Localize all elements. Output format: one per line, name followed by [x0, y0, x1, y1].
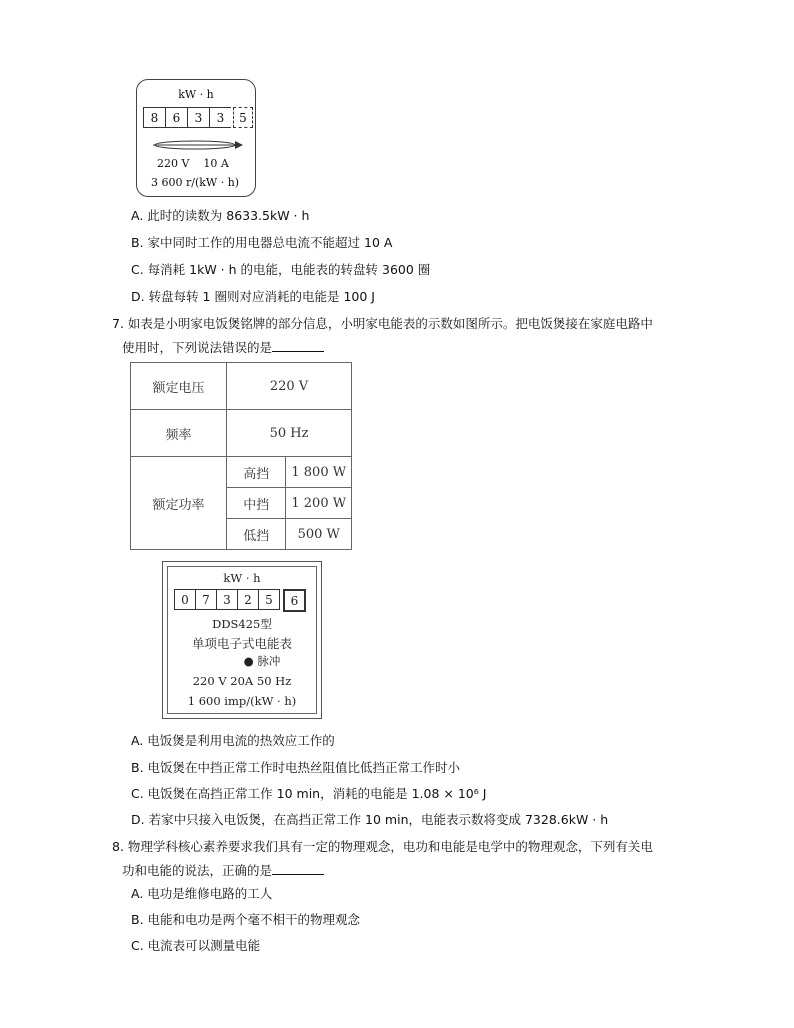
- energy-meter-figure-1: [136, 79, 256, 197]
- q7-option-d: D. 若家中只接入电饭煲，在高挡正常工作 10 min，电能表示数将变成 7328.6kW · h: [131, 812, 609, 827]
- q7-stem-line1: 7. 如表是小明家电饭煲铭牌的部分信息，小明家电能表的示数如图所示。把电饭煲接在家庭电路中: [112, 316, 653, 331]
- q6-option-b: B. 家中同时工作的用电器总电流不能超过 10 A: [131, 235, 393, 250]
- q8-option-c: C. 电流表可以测量电能: [131, 938, 261, 953]
- q6-option-a: A. 此时的读数为 8633.5kW · h: [131, 208, 310, 223]
- meter-panel: [167, 566, 317, 714]
- gear-label: 中挡: [227, 488, 286, 519]
- energy-meter-figure-2: [162, 561, 322, 719]
- disc-arrow-icon: [151, 138, 243, 152]
- q6-option-d: D. 转盘每转 1 圈则对应消耗的电能是 100 J: [131, 289, 375, 304]
- meter-digit-decimal: 6: [283, 589, 306, 612]
- meter-digit: 2: [237, 589, 258, 610]
- meter-imp: 1 600 imp/(kW · h): [187, 694, 297, 708]
- meter-digit: 5: [258, 589, 280, 610]
- q8-option-a: A. 电功是维修电路的工人: [131, 886, 273, 901]
- q8-stem-line2: [122, 861, 324, 879]
- q7-option-a: A. 电饭煲是利用电流的热效应工作的: [131, 733, 335, 748]
- frequency-label: 频率: [131, 410, 227, 457]
- answer-blank[interactable]: [272, 339, 324, 352]
- meter-digits: [174, 589, 306, 612]
- meter-digit-decimal: 5: [233, 107, 253, 128]
- meter-model: DDS425型: [212, 617, 272, 631]
- gear-power: 1 800 W: [286, 457, 352, 488]
- meter-digits: [143, 107, 253, 128]
- pulse-indicator: ● 脉冲: [243, 654, 281, 668]
- meter-name: 单项电子式电能表: [191, 636, 292, 651]
- answer-blank[interactable]: [272, 862, 324, 875]
- gear-label: 低挡: [227, 519, 286, 550]
- q7-stem-line2: [122, 338, 324, 356]
- meter-digit: 3: [187, 107, 209, 128]
- meter-digit: 7: [195, 589, 216, 610]
- meter-rating: 220 V 10 A: [157, 157, 229, 170]
- meter-revolutions: 3 600 r/(kW · h): [151, 176, 240, 189]
- meter-digit: 0: [174, 589, 195, 610]
- meter-rating: 220 V 20A 50 Hz: [192, 674, 292, 688]
- meter-digit: 6: [165, 107, 187, 128]
- q7-option-b: B. 电饭煲在中挡正常工作时电热丝阻值比低挡正常工作时小: [131, 760, 461, 775]
- rated-power-label: 额定功率: [131, 457, 227, 550]
- meter-digit: 8: [143, 107, 165, 128]
- q8-stem-text: 功和电能的说法，正确的是: [122, 863, 273, 878]
- q7-stem-text: 使用时，下列说法错误的是: [122, 340, 273, 355]
- gear-label: 高挡: [227, 457, 286, 488]
- q8-option-b: B. 电能和电功是两个毫不相干的物理观念: [131, 912, 361, 927]
- gear-power: 500 W: [286, 519, 352, 550]
- gear-power: 1 200 W: [286, 488, 352, 519]
- q7-option-c: C. 电饭煲在高挡正常工作 10 min，消耗的电能是 1.08 × 10⁶ J: [131, 786, 487, 801]
- meter-digit: 3: [216, 589, 237, 610]
- q6-option-c: C. 每消耗 1kW · h 的电能，电能表的转盘转 3600 圈: [131, 262, 431, 277]
- rated-voltage-value: 220 V: [227, 363, 352, 410]
- q8-stem-line1: 8. 物理学科核心素养要求我们具有一定的物理观念，电功和电能是电学中的物理观念，下列有关电: [112, 839, 653, 854]
- frequency-value: 50 Hz: [227, 410, 352, 457]
- meter-digit: 3: [209, 107, 231, 128]
- meter-unit: kW · h: [223, 571, 261, 585]
- meter-unit: kW · h: [178, 88, 214, 101]
- rice-cooker-spec-table: [130, 362, 352, 550]
- rated-voltage-label: 额定电压: [131, 363, 227, 410]
